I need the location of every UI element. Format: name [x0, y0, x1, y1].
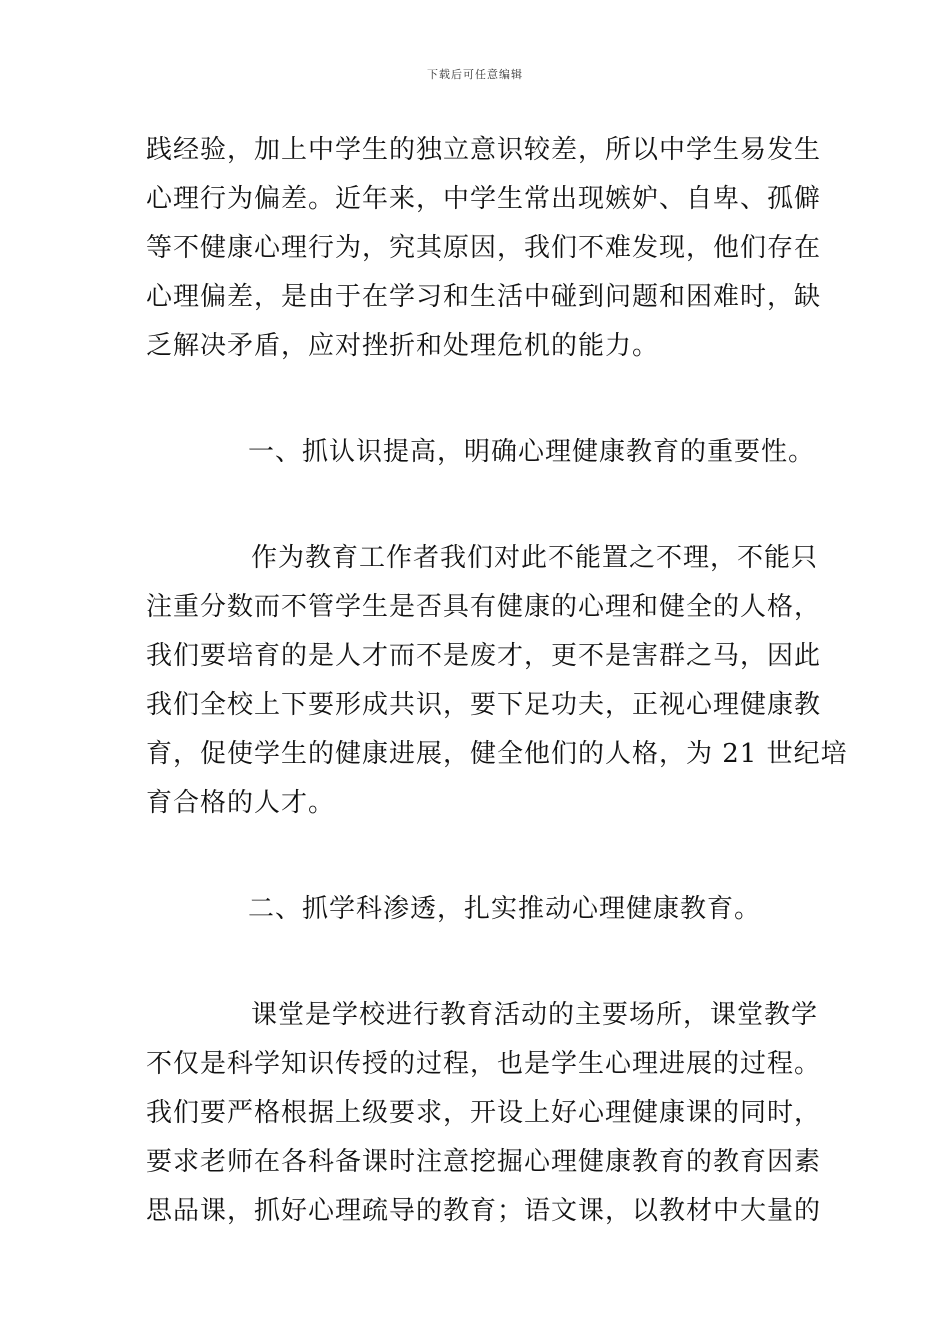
- text-line: 乏解决矛盾，应对挫折和处理危机的能力。: [146, 331, 660, 361]
- text-line: 我们要严格根据上级要求，开设上好心理健康课的同时，: [146, 1098, 822, 1128]
- text-line: 思品课，抓好心理疏导的教育；语文课，以教材中大量的: [146, 1196, 822, 1226]
- text-line: 不仅是科学知识传授的过程，也是学生心理进展的过程。: [146, 1049, 822, 1079]
- text-line: 我们要培育的是人才而不是废才，更不是害群之马，因此: [146, 641, 822, 671]
- document-body: [146, 126, 848, 1236]
- text-line: 等不健康心理行为，究其原因，我们不难发现，他们存在: [146, 233, 822, 263]
- text-line: 注重分数而不管学生是否具有健康的心理和健全的人格，: [146, 592, 822, 622]
- text-line: 我们全校上下要形成共识，要下足功夫，正视心理健康教: [146, 690, 822, 720]
- text-line: 心理行为偏差。近年来，中学生常出现嫉妒、自卑、孤僻: [146, 184, 822, 214]
- text-line: 育，促使学生的健康进展，健全他们的人格，为 21 世纪培: [146, 739, 848, 769]
- paragraph-importance: [146, 534, 848, 828]
- text-line: 课堂是学校进行教育活动的主要场所，课堂教学: [251, 1000, 819, 1030]
- text-line: 作为教育工作者我们对此不能置之不理，不能只: [251, 543, 819, 573]
- paragraph-classroom: [146, 991, 822, 1236]
- text-line: 育合格的人才。: [146, 788, 336, 818]
- text-line: 践经验，加上中学生的独立意识较差，所以中学生易发生: [146, 135, 822, 165]
- page-header-note: 下载后可任意编辑: [427, 68, 523, 81]
- text-line: 心理偏差，是由于在学习和生活中碰到问题和困难时，缺: [146, 282, 822, 312]
- section-heading-2: 二、抓学科渗透，扎实推动心理健康教育。: [248, 894, 762, 924]
- paragraph-continuation: [146, 126, 822, 371]
- section-heading-1: 一、抓认识提高，明确心理健康教育的重要性。: [248, 437, 816, 467]
- text-line: 要求老师在各科备课时注意挖掘心理健康教育的教育因素: [146, 1147, 822, 1177]
